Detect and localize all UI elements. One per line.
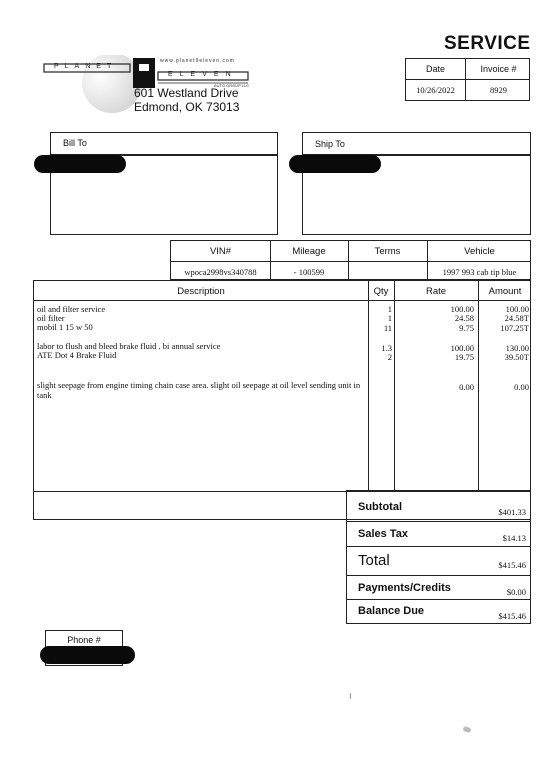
item-amount: 107.25T bbox=[500, 323, 529, 333]
company-address-line2: Edmond, OK 73013 bbox=[134, 100, 240, 114]
item-amount: 130.00 bbox=[505, 343, 529, 353]
meta-divider-h bbox=[406, 79, 529, 80]
item-description: oil filter bbox=[37, 313, 65, 323]
sales-tax-value: $14.13 bbox=[502, 533, 526, 543]
bill-to-label: Bill To bbox=[63, 138, 87, 148]
vehicle-divider-h bbox=[171, 261, 530, 262]
item-rate: 100.00 bbox=[450, 343, 474, 353]
totals-divider-1 bbox=[347, 521, 530, 522]
invoice-number-value: 8929 bbox=[490, 85, 507, 95]
vehicle-value: 1997 993 cab tip blue bbox=[442, 267, 517, 277]
item-description: oil and filter service bbox=[37, 304, 106, 314]
mileage-label: Mileage bbox=[292, 246, 326, 257]
ship-to-header bbox=[302, 132, 531, 155]
item-description: ATE Dot 4 Brake Fluid bbox=[37, 350, 117, 360]
qty-header: Qty bbox=[373, 286, 389, 297]
subtotal-value: $401.33 bbox=[498, 507, 526, 517]
date-value: 10/26/2022 bbox=[416, 85, 455, 95]
scan-mark bbox=[350, 693, 351, 699]
logo-sub-text: AUTO GROUP LLC bbox=[214, 83, 250, 88]
payments-credits-value: $0.00 bbox=[506, 587, 526, 597]
logo-top-text: PLANET bbox=[54, 63, 118, 70]
redacted-phone-number bbox=[40, 646, 135, 664]
date-label: Date bbox=[425, 64, 445, 74]
item-amount: 39.50T bbox=[504, 352, 529, 362]
scan-mark bbox=[462, 726, 471, 733]
item-rate: 9.75 bbox=[459, 323, 474, 333]
item-amount: 0.00 bbox=[514, 382, 529, 392]
item-rate: 0.00 bbox=[459, 382, 474, 392]
description-header: Description bbox=[177, 286, 225, 297]
item-description: mobil 1 15 w 50 bbox=[37, 322, 93, 332]
rate-header: Rate bbox=[425, 286, 447, 297]
invoice-number-label: Invoice # bbox=[480, 64, 517, 74]
totals-divider-4 bbox=[347, 599, 530, 600]
company-address-line1: 601 Westland Drive bbox=[134, 86, 239, 100]
item-amount: 24.58T bbox=[504, 313, 529, 323]
bill-to-header bbox=[50, 132, 278, 155]
logo-bottom-text: ELEVEN bbox=[168, 71, 238, 78]
item-qty: 11 bbox=[383, 323, 392, 333]
item-qty: 1 bbox=[387, 304, 392, 314]
amount-header: Amount bbox=[488, 286, 522, 297]
redacted-ship-to-name bbox=[289, 155, 381, 173]
document-title: SERVICE bbox=[444, 33, 531, 54]
phone-label: Phone # bbox=[67, 635, 101, 645]
total-label: Total bbox=[358, 552, 390, 569]
item-rate: 19.75 bbox=[454, 352, 474, 362]
terms-label: Terms bbox=[374, 246, 401, 257]
item-qty: 1 bbox=[387, 313, 392, 323]
totals-divider-3 bbox=[347, 575, 530, 576]
totals-box bbox=[346, 490, 531, 624]
item-amount: 100.00 bbox=[505, 304, 529, 314]
line-items-table bbox=[33, 280, 531, 520]
vehicle-label: Vehicle bbox=[464, 246, 495, 257]
logo-small-text: www.planet9eleven.com bbox=[160, 58, 235, 64]
item-qty: 2 bbox=[387, 352, 392, 362]
balance-due-value: $415.46 bbox=[498, 611, 526, 621]
item-qty: 1.3 bbox=[381, 343, 392, 353]
vin-label: VIN# bbox=[209, 246, 232, 257]
vin-value: wpoca2998vs340788 bbox=[184, 267, 257, 277]
item-description: slight seepage from engine timing chain case area. slight oil seepage at oil level sending unit in tank bbox=[37, 380, 361, 400]
total-value: $415.46 bbox=[498, 560, 526, 570]
mileage-value: - 100599 bbox=[293, 267, 325, 277]
items-header-divider bbox=[34, 300, 530, 301]
payments-credits-label: Payments/Credits bbox=[358, 582, 451, 594]
vehicle-info-table bbox=[170, 240, 531, 280]
sales-tax-label: Sales Tax bbox=[358, 528, 408, 540]
subtotal-label: Subtotal bbox=[358, 501, 402, 513]
totals-divider-2 bbox=[347, 546, 530, 547]
balance-due-label: Balance Due bbox=[358, 605, 425, 617]
ship-to-label: Ship To bbox=[315, 139, 345, 149]
item-description: labor to flush and bleed brake fluid . bi annual service bbox=[37, 341, 221, 351]
invoice-meta-box bbox=[405, 58, 530, 101]
item-rate: 24.58 bbox=[454, 313, 474, 323]
redacted-bill-to-name bbox=[34, 155, 126, 173]
item-rate: 100.00 bbox=[450, 304, 474, 314]
